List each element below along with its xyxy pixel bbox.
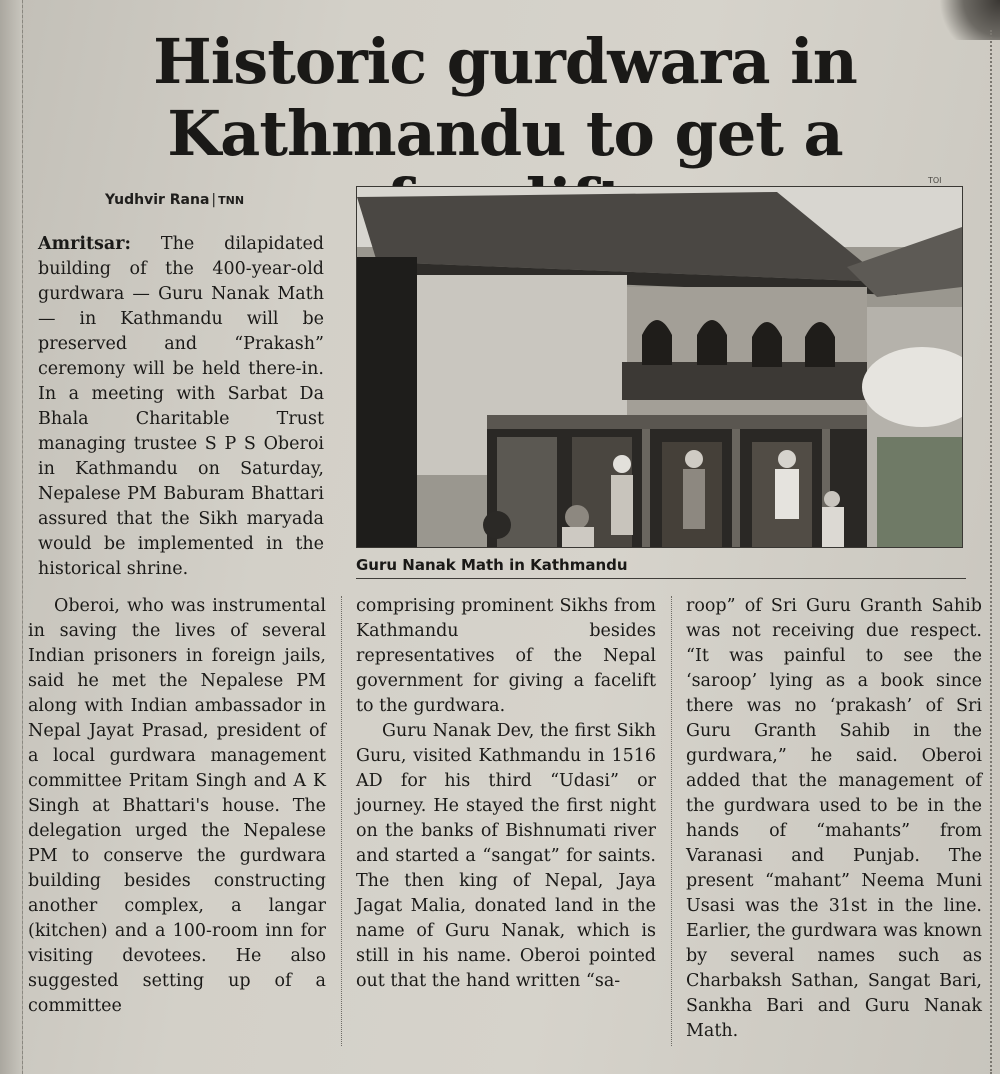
article-column-3 <box>686 594 982 1044</box>
headline-line-1: Historic gurdwara in <box>153 25 857 98</box>
photo-agency-tag: TOI <box>928 176 942 185</box>
paragraph-oberoi-continued: comprising prominent Sikhs from Kathmandu besides representatives of the Nepal government for giving a facelift to the gurdwara. <box>356 596 656 716</box>
paragraph-guru-nanak: Guru Nanak Dev, the first Sikh Guru, visited Kathmandu in 1516 AD for his third “Udasi” or journey. He stayed the first night on the banks of Bishnumati river and started a “sangat” for saints. The then king of Nepal, Jaya Jagat Malia, donated land in the name of Guru Nanak, which is still in his name. Oberoi pointed out that the hand written “sa- <box>356 721 656 991</box>
column-divider-1 <box>341 596 342 1046</box>
byline <box>105 192 244 208</box>
byline-author: Yudhvir Rana <box>105 192 210 208</box>
lead-paragraph <box>38 232 324 582</box>
dateline: Amritsar: <box>38 234 131 254</box>
article-column-1-top <box>38 232 324 582</box>
article-column-1-bottom <box>28 594 326 1019</box>
gurdwara-photo-illustration <box>357 187 962 547</box>
paragraph-saroop: roop” of Sri Guru Granth Sahib was not receiving due respect. “It was painful to see the ‘saroop’ lying as a book since there was no ‘prakash’ of Sri Guru Granth Sahib in the gurdwara,” he said. Oberoi added that the management of the gurdwara used to be in the hands of “mahants” from Varanasi and Punjab. The present “mahant” Neema Muni Usasi was the 31st in the line. Earlier, the gurdwara was known by several names such as Charbaksh Sathan, Sangat Bari, Sankha Bari and Guru Nanak Math. <box>686 596 982 1041</box>
byline-agency: TNN <box>218 194 245 207</box>
photo-caption: Guru Nanak Math in Kathmandu <box>356 556 628 574</box>
headline-line-2: Kathmandu to get a <box>167 97 843 170</box>
lead-paragraph-text: The dilapidated building of the 400-year-old gurdwara — Guru Nanak Math — in Kathmandu will be preserved and “Prakash” ceremony will be held there-in. In a meeting with Sarbat Da Bhala Charitable Trust managing trustee S P S Oberoi in Kathmandu on Saturday, Nepalese PM Baburam Bhattari assured that the Sikh maryada would be implemented in the historical shrine. <box>38 234 324 579</box>
byline-separator: | <box>211 192 217 208</box>
caption-rule <box>356 578 966 579</box>
article-column-2 <box>356 594 656 994</box>
torn-edge <box>988 30 992 1074</box>
gurdwara-photo <box>356 186 963 548</box>
paragraph-oberoi: Oberoi, who was instrumental in saving the lives of several Indian prisoners in foreign jails, said he met the Nepalese PM along with Indian ambassador in Nepal Jayat Prasad, president of a local gurdwara management committee Pritam Singh and A K Singh at Bhattari's house. The delegation urged the Nepalese PM to conserve the gurdwara building besides constructing another complex, a langar (kitchen) and a 100-room inn for visiting devotees. He also suggested setting up of a committee <box>28 596 326 1016</box>
column-divider-2 <box>671 596 672 1046</box>
